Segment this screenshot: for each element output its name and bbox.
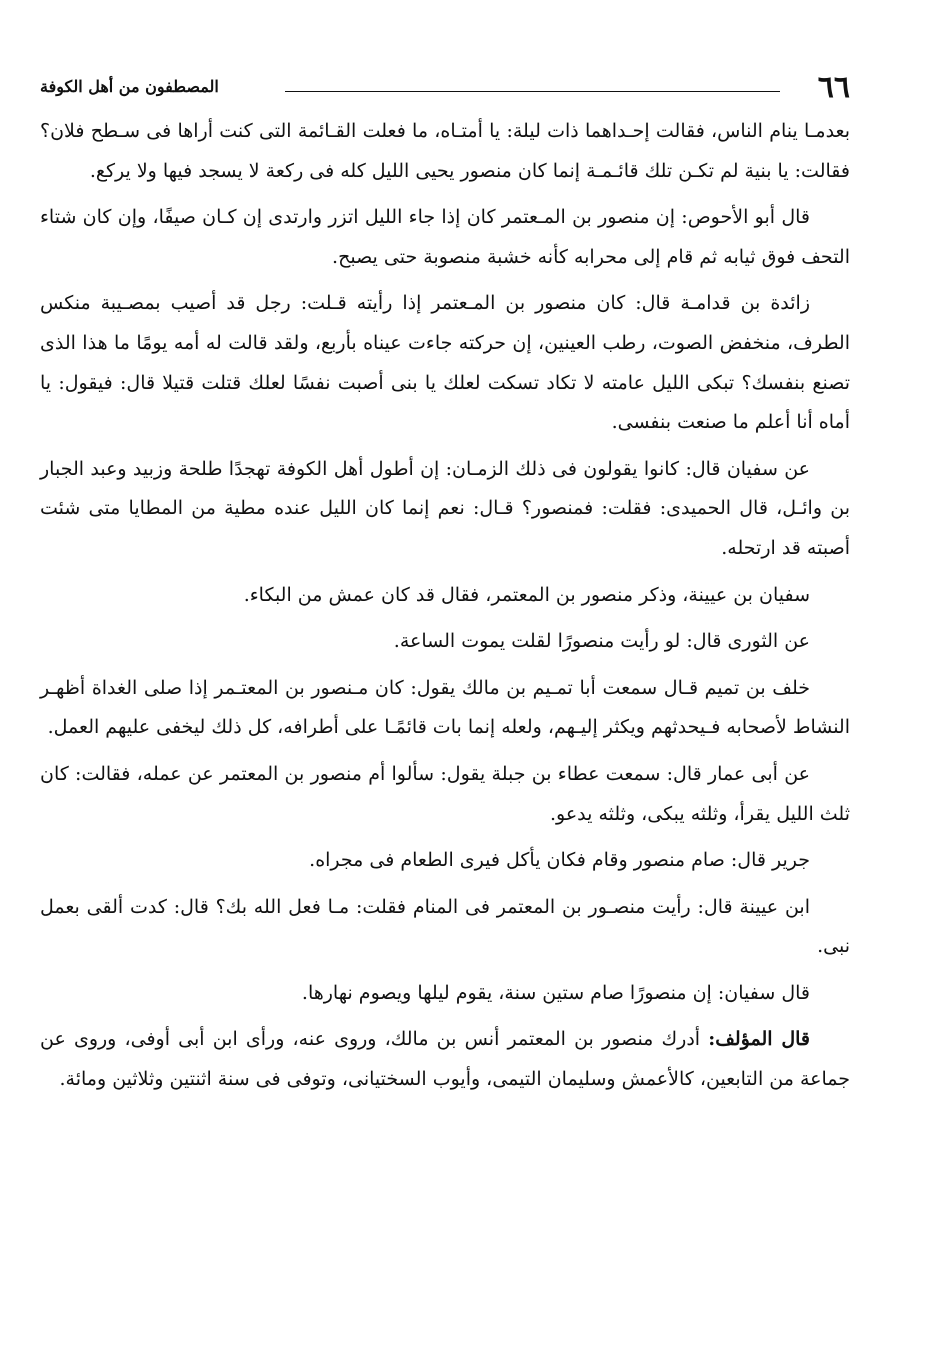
paragraph: خلف بن تميم قـال سمعت أبا تمـيم بن مالك يقول: كان مـنصور بن المعتـمر إذا صلى الغداة أظهـر النشاط لأصحابه فـيحدثهم ويكثر إليـهم، ولعله إنما بات قائمًـا على أطرافه، كل ذلك ليخفى عليهم العمل. (40, 676, 850, 739)
paragraph: ابن عيينة قال: رأيت منصـور بن المعتمر فى المنام فقلت: مـا فعل الله بك؟ قال: كدت ألقى بعمل نبى. (40, 895, 850, 958)
header-rule (285, 91, 780, 92)
paragraph: عن سفيان قال: كانوا يقولون فى ذلك الزمـان: إن أطول أهل الكوفة تهجدًا طلحة وزبيد وعبد الجبار بن وائـل، قال الحميدى: فقلت: فمنصور؟ قـال: نعم إنما كان الليل عنده مطية من المطايا متى شئت أصبته قد ارتحله. (40, 457, 850, 559)
body-text (40, 112, 850, 1107)
author-note-text: أدرك منصور بن المعتمر أنس بن مالك، وروى عنه، ورأى ابن أبى أوفى، وروى عن جماعة من التابعين، كالأعمش وسليمان التيمى، وأيوب السختيانى، وتوفى فى سنة اثنتين وثلاثين ومائة. (40, 1028, 850, 1091)
paragraph: بعدمـا ينام الناس، فقالت إحـداهما ذات ليلة: يا أمتـاه، ما فعلت القـائمة التى كنت أراها فى سـطح فلان؟ فقالت: يا بنية لم تكـن تلك قائـمـة إنما كان منصور يحيى الليل كله فى ركعة لا يسجد فيها ولا يركع. (40, 120, 850, 182)
paragraph: قال سفيان: إن منصورًا صام ستين سنة، يقوم ليلها ويصوم نهارها. (301, 981, 810, 1004)
paragraph: عن أبى عمار قال: سمعت عطاء بن جبلة يقول: سألوا أم منصور بن المعتمر عن عمله، فقالت: كان ثلث الليل يقرأ، وثلثه يبكى، وثلثه يدعو. (40, 762, 850, 825)
page-header (40, 70, 850, 106)
paragraph: زائدة بن قدامـة قال: كان منصور بن المـعتمر إذا رأيته قـلت: رجل قد أصيب بمصـيبة منكس الطرف، منخفض الصوت، رطب العينين، إن حركته جاءت عيناه بأربع، ولقد قالت له أمه يومًا ما هذا الذى تصنع بنفسك؟ تبكى الليل عامته لا تكاد تسكت لعلك يا بنى أصبت نفسًا لعلك قتلت قتيلا قال: فيقول: يا أماه أنا أعلم ما صنعت بنفسى. (40, 292, 850, 434)
running-title: المصطفون من أهل الكوفة (40, 77, 219, 96)
author-note-lead: قال المؤلف: (708, 1028, 810, 1051)
paragraph: جرير قال: صام منصور وقام فكان يأكل فيرى الطعام فى مجراه. (309, 849, 810, 872)
page-number: ٦٦ (817, 70, 850, 105)
paragraph: قال أبو الأحوص: إن منصور بن المـعتمر كان إذا جاء الليل اتزر وارتدى إن كـان صيفًا، وإن كان شتاء التحف فوق ثيابه ثم قام إلى محرابه كأنه خشبة منصوبة حتى يصبح. (40, 206, 850, 268)
paragraph: سفيان بن عيينة، وذكر منصور بن المعتمر، فقال قد كان عمش من البكاء. (243, 583, 810, 606)
paragraph (40, 1020, 850, 1099)
paragraph: عن الثورى قال: لو رأيت منصورًا لقلت يموت الساعة. (393, 630, 810, 653)
